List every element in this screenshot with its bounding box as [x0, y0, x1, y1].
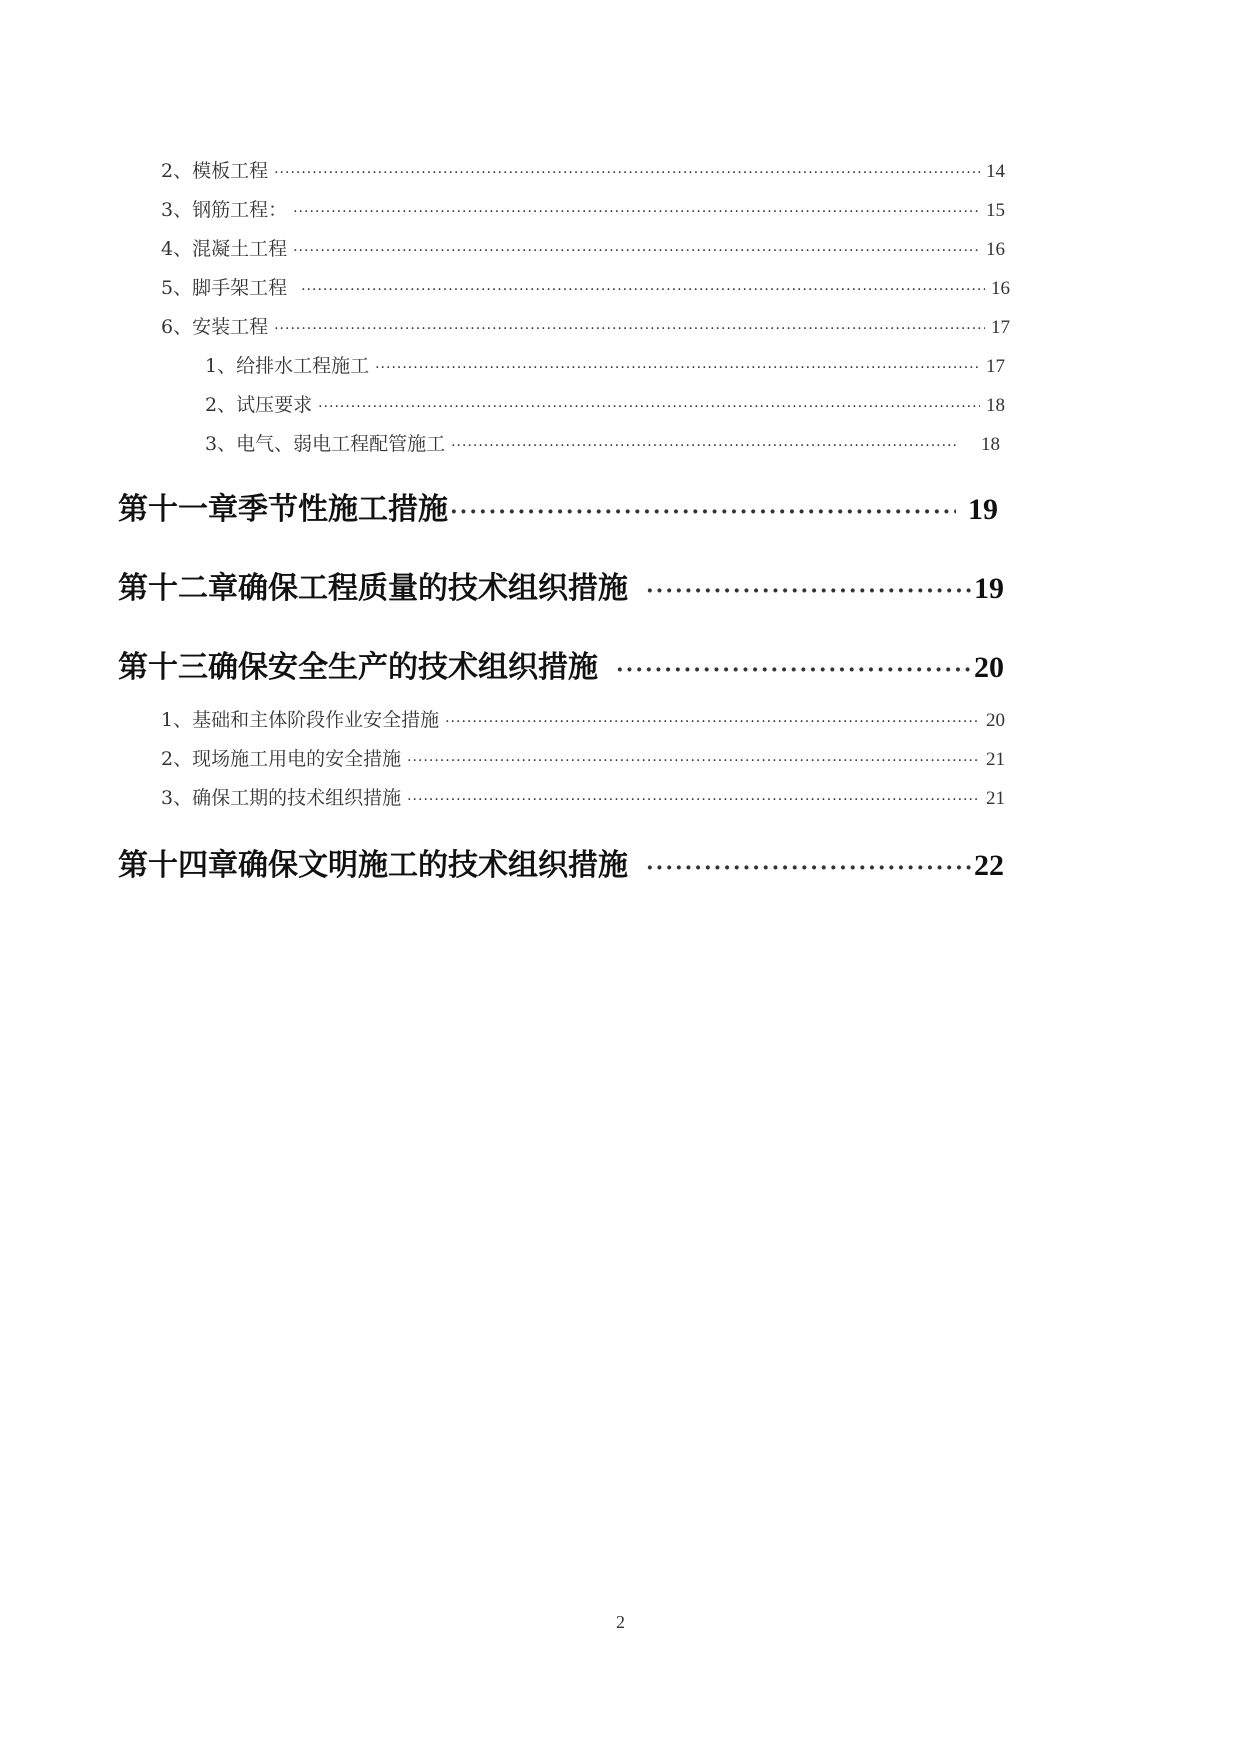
toc-chapter-label: 第十二章确保工程质量的技术组织措施 [118, 571, 628, 606]
toc-entry-label: 1、给排水工程施工 [205, 355, 370, 377]
toc-entry[interactable] [161, 312, 1010, 340]
toc-entry[interactable] [161, 273, 1010, 301]
toc-entry-page: 18 [981, 434, 1000, 455]
toc-entry-label: 2、模板工程 [161, 160, 269, 182]
toc-entry-label: 3、钢筋工程： [161, 199, 288, 221]
dot-leader [451, 438, 957, 454]
toc-entry[interactable] [161, 744, 1005, 772]
toc-entry[interactable] [205, 390, 1005, 418]
toc-entry-label: 2、试压要求 [205, 394, 313, 416]
toc-chapter-label: 第十四章确保文明施工的技术组织措施 [118, 848, 628, 883]
toc-entry-page: 20 [986, 710, 1005, 731]
dot-leader [646, 578, 972, 604]
toc-chapter-label: 第十三确保安全生产的技术组织措施 [118, 650, 598, 685]
toc-entry[interactable] [161, 783, 1005, 811]
toc-entry-label: 3、确保工期的技术组织措施 [161, 787, 402, 809]
toc-entry[interactable] [161, 705, 1005, 733]
toc-chapter-page: 20 [974, 651, 1004, 684]
toc-entry[interactable] [205, 429, 1000, 457]
toc-chapter[interactable] [118, 642, 1004, 686]
toc-entry-page: 16 [991, 278, 1010, 299]
toc-entry[interactable] [205, 351, 1005, 379]
toc-entry[interactable] [161, 234, 1005, 262]
toc-entry-page: 21 [986, 749, 1005, 770]
dot-leader [293, 243, 980, 259]
dot-leader [274, 321, 985, 337]
page-number: 2 [616, 1612, 625, 1632]
toc-chapter[interactable] [118, 484, 998, 528]
toc-entry-page: 17 [991, 317, 1010, 338]
toc-entry[interactable] [161, 156, 1005, 184]
dot-leader [375, 360, 980, 376]
dot-leader [274, 165, 980, 181]
dot-leader [407, 753, 980, 769]
toc-entry-label: 4、混凝土工程 [161, 238, 288, 260]
dot-leader [407, 792, 980, 808]
toc-entry-label: 2、现场施工用电的安全措施 [161, 748, 402, 770]
toc-entry-page: 15 [986, 200, 1005, 221]
toc-chapter-label: 第十一章季节性施工措施 [118, 492, 448, 527]
dot-leader [318, 399, 980, 415]
dot-leader [445, 714, 980, 730]
dot-leader [301, 282, 985, 298]
toc-entry-label: 5、脚手架工程 [161, 277, 288, 299]
toc-entry-page: 16 [986, 239, 1005, 260]
toc-entry-label: 1、基础和主体阶段作业安全措施 [161, 709, 440, 731]
dot-leader [646, 855, 972, 881]
toc-chapter[interactable] [118, 840, 1004, 884]
toc-chapter-page: 19 [968, 493, 998, 526]
dot-leader [450, 499, 956, 525]
toc-chapter-page: 19 [974, 572, 1004, 605]
toc-entry[interactable] [161, 195, 1005, 223]
toc-chapter-page: 22 [974, 849, 1004, 882]
dot-leader [616, 657, 972, 683]
toc-entry-page: 18 [986, 395, 1005, 416]
toc-entry-page: 21 [986, 788, 1005, 809]
toc-chapter[interactable] [118, 563, 1004, 607]
toc-entry-page: 14 [986, 161, 1005, 182]
toc-entry-label: 3、电气、弱电工程配管施工 [205, 433, 446, 455]
toc-entry-page: 17 [986, 356, 1005, 377]
dot-leader [293, 204, 980, 220]
toc-entry-label: 6、安装工程 [161, 316, 269, 338]
